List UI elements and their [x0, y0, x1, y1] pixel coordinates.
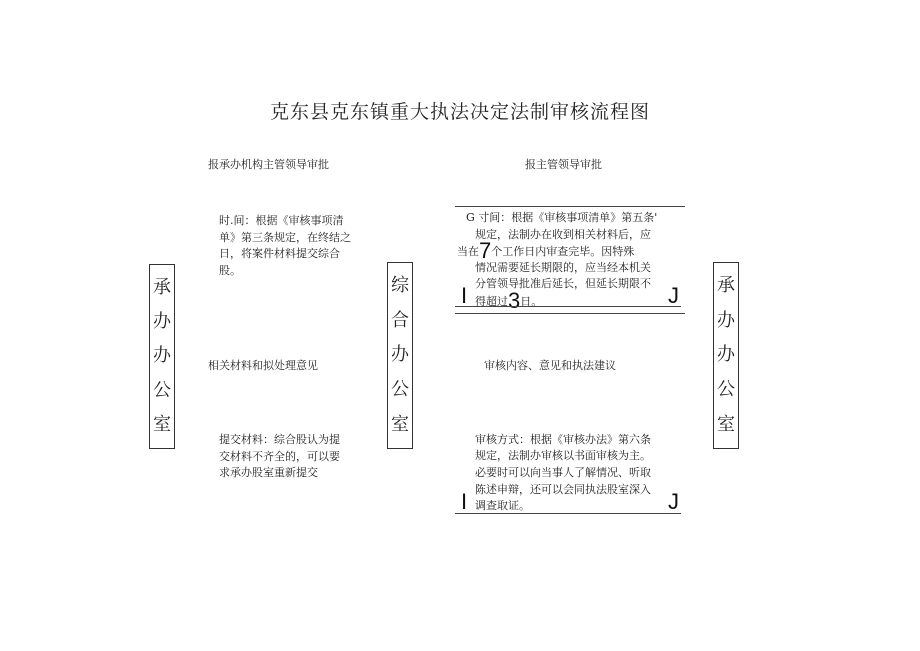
bracket-left-marker: I — [461, 489, 468, 514]
review-method-line-3: 必要时可以向当事人了解情况、听取 — [475, 466, 651, 479]
step-approval-leader: 报主管领导审批 — [525, 158, 602, 171]
review-method-line-2: 规定，法制办审核以书面审核为主。 — [475, 449, 651, 462]
time-limit-line-6 — [475, 288, 543, 313]
vbox-char: 公 — [717, 379, 735, 401]
extension-days-number: 3 — [508, 288, 521, 313]
time-limit-line-6-suffix: 日。 — [520, 295, 543, 308]
time-limit-text-left: 时.间：根据《审核事项清单》第三条规定，在终结之日，将案件材料提交综合股。 — [219, 214, 351, 277]
page-title: 克东县克东镇重大执法决定法制审核流程图 — [269, 101, 650, 123]
vbox-char: 承 — [153, 277, 171, 299]
vbox-char: 办 — [153, 311, 171, 333]
divider-line — [455, 206, 685, 207]
bracket-left-marker: I — [461, 283, 468, 308]
time-limit-line-2: 规定，法制办在收到相关材料后，应 — [475, 228, 651, 241]
time-limit-line-3 — [457, 238, 635, 263]
step-review-content: 审核内容、意见和执法建议 — [484, 359, 616, 372]
vbox-char: 室 — [717, 413, 735, 435]
time-limit-line-5: 分管领导批准后延长，但延长期限不 — [475, 277, 651, 290]
submit-materials-text: 提交材料：综合股认为提交材料不齐全的，可以要求承办股室重新提交 — [219, 433, 340, 479]
vbox-char: 合 — [391, 309, 409, 331]
divider-line — [455, 513, 681, 514]
step-materials-opinion: 相关材料和拟处理意见 — [208, 359, 318, 372]
bracket-right-marker: J — [668, 489, 679, 514]
vbox-char: 办 — [717, 344, 735, 366]
time-limit-line-3-prefix: 当在 — [457, 245, 479, 258]
vertical-box-general-office — [387, 262, 413, 449]
review-method-line-4: 陈述申辩，还可以会同执法股室深入 — [475, 483, 651, 496]
time-limit-line-3-suffix: 个工作日内审查完毕。因特殊 — [491, 245, 635, 258]
vbox-char: 公 — [153, 379, 171, 401]
vbox-char: 室 — [391, 413, 409, 435]
time-limit-line-1: G 寸间：根据《审核事项清单》第五条' — [466, 211, 658, 224]
step-approval-unit-head: 报承办机构主管领导审批 — [208, 158, 329, 171]
time-limit-line-6-prefix: 得超过 — [475, 295, 508, 308]
vbox-char: 办 — [391, 344, 409, 366]
bracket-right-marker: J — [668, 283, 679, 308]
review-days-number: 7 — [479, 238, 492, 263]
divider-line — [455, 313, 685, 314]
review-method-line-1: 审核方式：根据《审核办法》第六条 — [475, 433, 651, 446]
vbox-char: 综 — [391, 275, 409, 297]
review-method-line-5: 调查取证。 — [475, 499, 530, 512]
vbox-char: 室 — [153, 413, 171, 435]
vbox-char: 承 — [717, 275, 735, 297]
vbox-char: 办 — [153, 345, 171, 367]
divider-line — [455, 306, 681, 307]
vbox-char: 办 — [717, 309, 735, 331]
vertical-box-undertaking-office-right — [713, 262, 739, 449]
vertical-box-undertaking-office-left — [149, 264, 175, 449]
time-limit-line-4: 情况需要延长期限的，应当经本机关 — [475, 261, 651, 274]
vbox-char: 公 — [391, 379, 409, 401]
